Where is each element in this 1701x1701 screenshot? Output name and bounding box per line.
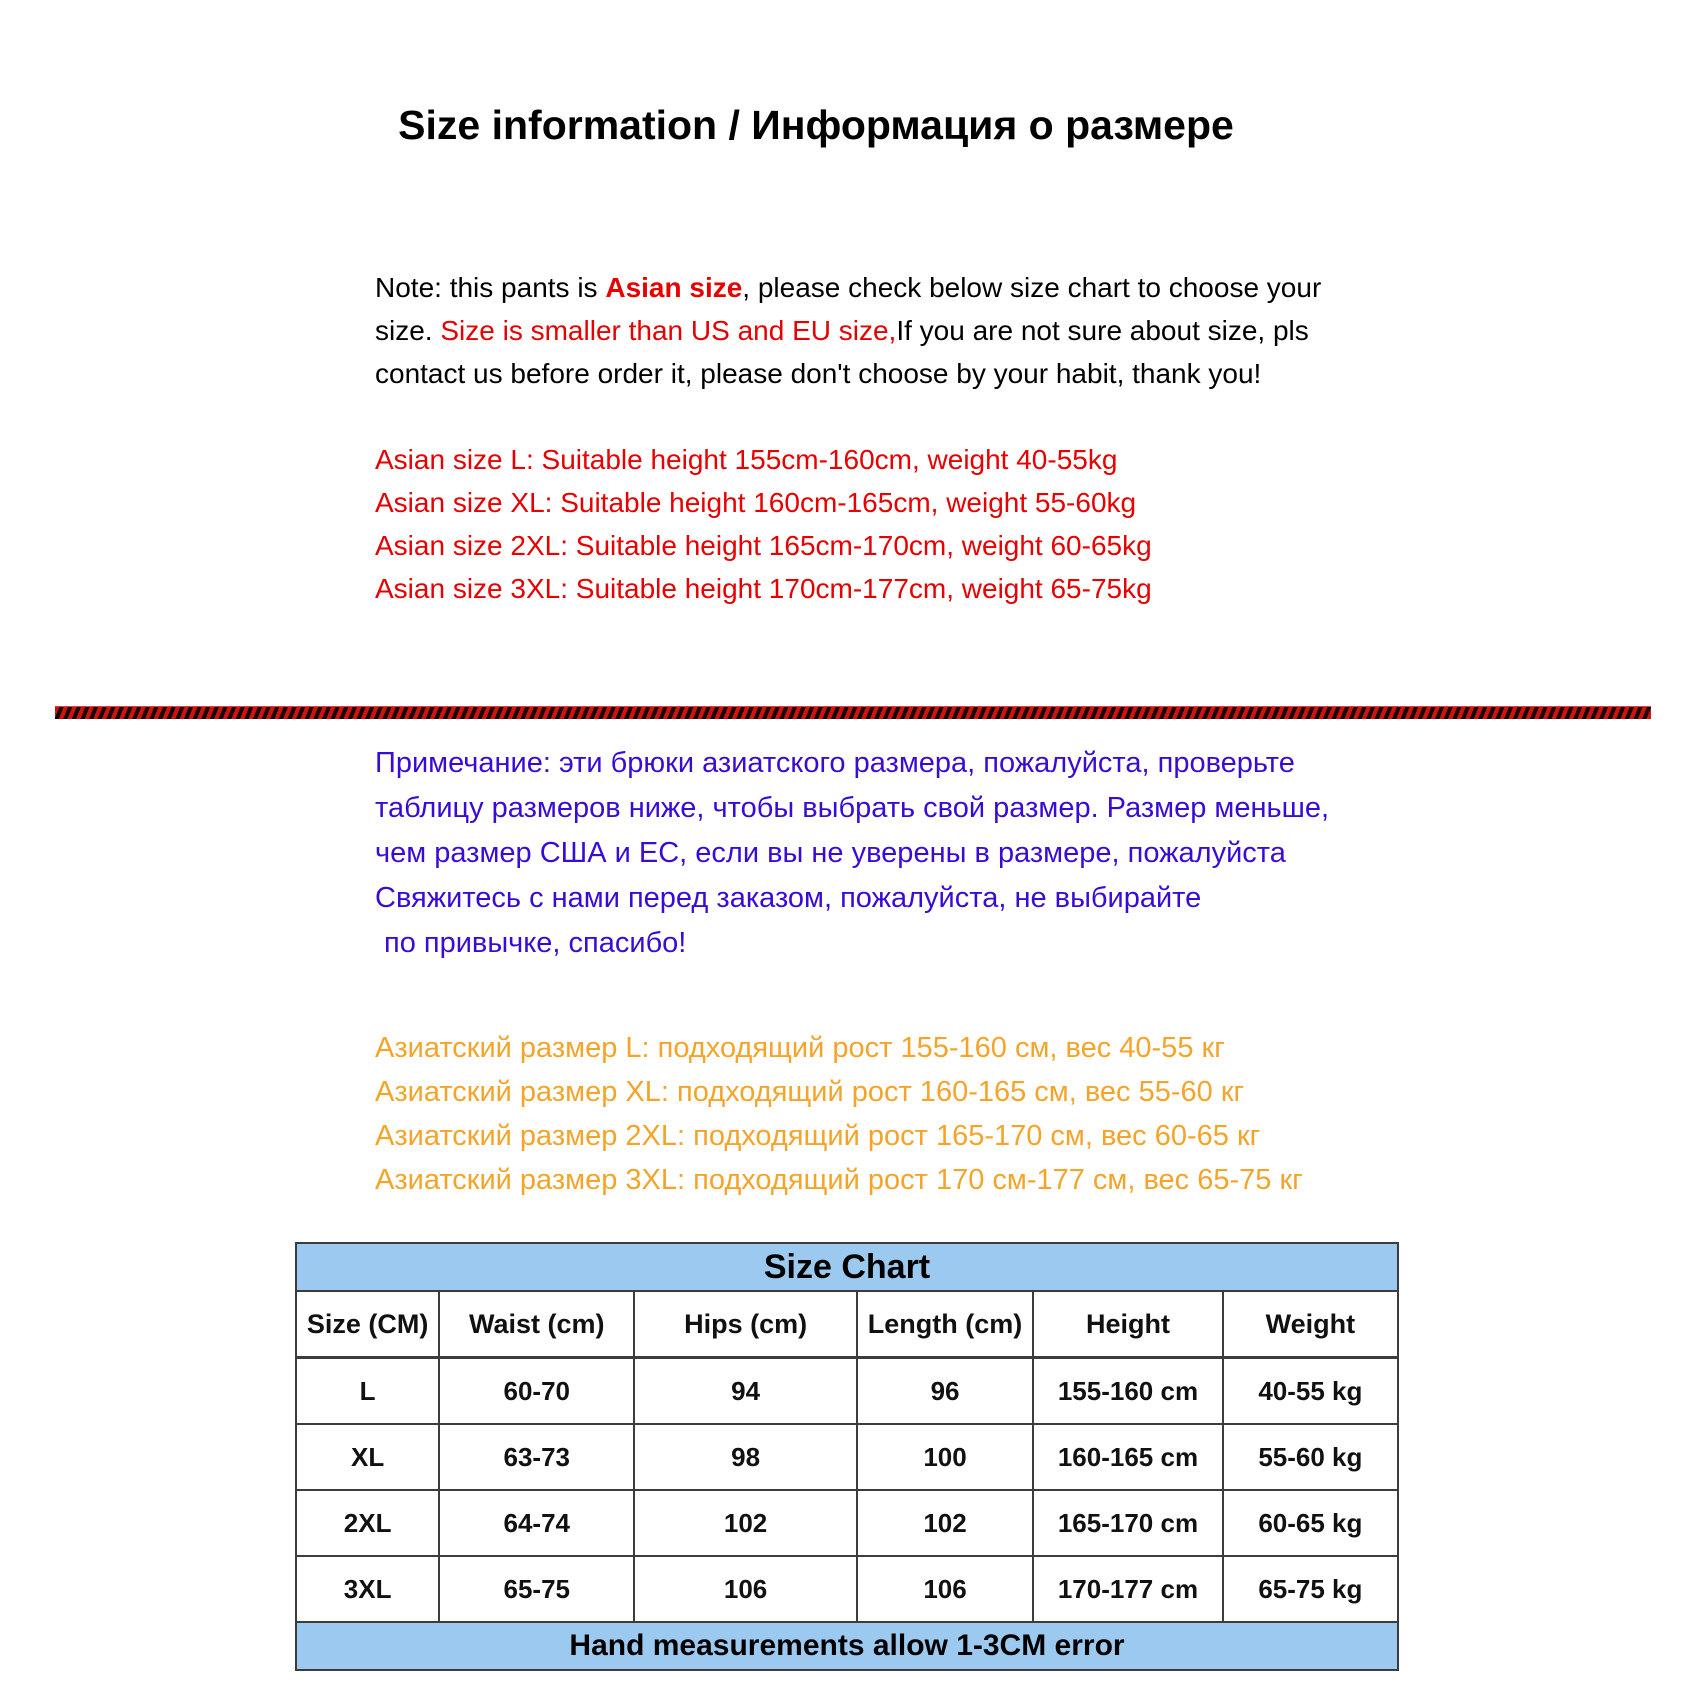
- table-cell: 3XL: [296, 1556, 439, 1622]
- asian-size-line-en-xl: Asian size XL: Suitable height 160cm-165cm, weight 55-60kg: [375, 487, 1137, 518]
- column-header-hips: Hips (cm): [634, 1291, 857, 1358]
- note-ru-line-2: таблицу размеров ниже, чтобы выбрать свой размер. Размер меньше,: [375, 792, 1330, 824]
- asian-size-line-en-3xl: Asian size 3XL: Suitable height 170cm-177cm, weight 65-75kg: [375, 573, 1152, 604]
- note-line-2: [375, 309, 1321, 352]
- table-cell: 165-170 cm: [1033, 1490, 1223, 1556]
- note-text: contact us before order it, please don't choose by your habit, thank you!: [375, 358, 1262, 389]
- table-cell: 60-70: [439, 1358, 634, 1425]
- table-footer-note: Hand measurements allow 1-3CM error: [296, 1622, 1398, 1670]
- note-text: If you are not sure about size, pls: [896, 315, 1309, 346]
- table-cell: 60-65 kg: [1223, 1490, 1398, 1556]
- asian-size-line-ru-l: Азиатский размер L: подходящий рост 155-160 см, вес 40-55 кг: [375, 1032, 1225, 1064]
- note-ru-line-1: Примечание: эти брюки азиатского размера, пожалуйста, проверьте: [375, 747, 1295, 779]
- table-cell: 65-75 kg: [1223, 1556, 1398, 1622]
- note-paragraph-ru: [375, 741, 1329, 966]
- note-ru-line-4: Свяжитесь с нами перед заказом, пожалуйста, не выбирайте: [375, 882, 1202, 914]
- note-line-1: [375, 266, 1321, 309]
- table-row-xl: [296, 1424, 1398, 1490]
- striped-divider: [55, 706, 1651, 719]
- column-header-weight: Weight: [1223, 1291, 1398, 1358]
- size-chart-title: Size Chart: [296, 1243, 1398, 1291]
- asian-size-list-ru: [375, 1026, 1303, 1202]
- table-cell: 100: [857, 1424, 1033, 1490]
- table-row-2xl: [296, 1490, 1398, 1556]
- size-chart-title-row: [296, 1243, 1398, 1291]
- column-header-length: Length (cm): [857, 1291, 1033, 1358]
- table-cell: 98: [634, 1424, 857, 1490]
- table-row-3xl: [296, 1556, 1398, 1622]
- table-cell: 55-60 kg: [1223, 1424, 1398, 1490]
- note-ru-line-3: чем размер США и ЕС, если вы не уверены в размере, пожалуйста: [375, 837, 1286, 869]
- table-cell: 170-177 cm: [1033, 1556, 1223, 1622]
- asian-size-line-en-2xl: Asian size 2XL: Suitable height 165cm-170cm, weight 60-65kg: [375, 530, 1152, 561]
- table-footer-row: [296, 1622, 1398, 1670]
- note-ru-line-5: по привычке, спасибо!: [384, 927, 687, 959]
- column-header-waist: Waist (cm): [439, 1291, 634, 1358]
- note-text: , please check below size chart to choose your: [742, 272, 1322, 303]
- note-highlight-smaller-size: Size is smaller than US and EU size,: [440, 315, 897, 346]
- table-cell: 94: [634, 1358, 857, 1425]
- size-chart-table: [295, 1242, 1399, 1671]
- table-cell: 40-55 kg: [1223, 1358, 1398, 1425]
- note-paragraph-en: [375, 266, 1321, 395]
- column-header-height: Height: [1033, 1291, 1223, 1358]
- table-cell: 106: [634, 1556, 857, 1622]
- table-cell: 2XL: [296, 1490, 439, 1556]
- table-cell: 160-165 cm: [1033, 1424, 1223, 1490]
- table-cell: XL: [296, 1424, 439, 1490]
- column-header-row: [296, 1291, 1398, 1358]
- table-cell: 102: [857, 1490, 1033, 1556]
- asian-size-line-ru-xl: Азиатский размер XL: подходящий рост 160-165 см, вес 55-60 кг: [375, 1076, 1245, 1108]
- note-text: size.: [375, 315, 441, 346]
- table-cell: 63-73: [439, 1424, 634, 1490]
- asian-size-list-en: [375, 438, 1152, 610]
- note-line-3: [375, 352, 1321, 395]
- table-cell: 106: [857, 1556, 1033, 1622]
- asian-size-line-en-l: Asian size L: Suitable height 155cm-160cm, weight 40-55kg: [375, 444, 1118, 475]
- table-cell: 102: [634, 1490, 857, 1556]
- table-cell: 64-74: [439, 1490, 634, 1556]
- asian-size-line-ru-3xl: Азиатский размер 3XL: подходящий рост 170 см-177 см, вес 65-75 кг: [375, 1164, 1303, 1196]
- table-cell: 96: [857, 1358, 1033, 1425]
- page-title: Size information / Информация о размере: [398, 102, 1234, 148]
- note-highlight-asian-size: Asian size: [605, 272, 743, 303]
- table-row-l: [296, 1358, 1398, 1425]
- table-cell: L: [296, 1358, 439, 1425]
- table-cell: 65-75: [439, 1556, 634, 1622]
- table-cell: 155-160 cm: [1033, 1358, 1223, 1425]
- note-text: Note: this pants is: [375, 272, 606, 303]
- column-header-size: Size (CM): [296, 1291, 439, 1358]
- asian-size-line-ru-2xl: Азиатский размер 2XL: подходящий рост 165-170 см, вес 60-65 кг: [375, 1120, 1261, 1152]
